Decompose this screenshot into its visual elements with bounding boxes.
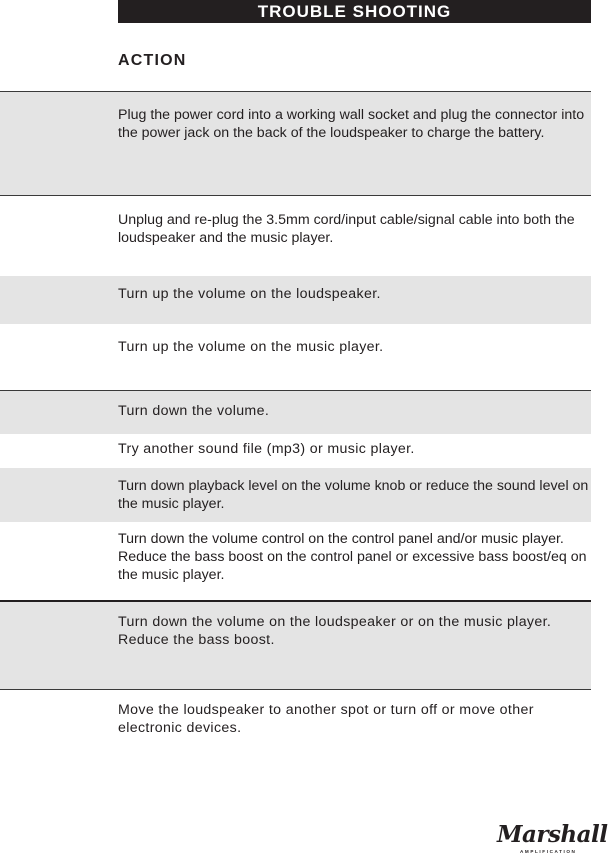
logo-wordmark: Marshall	[497, 821, 608, 848]
action-text: Turn up the volume on the music player.	[118, 339, 384, 355]
action-column-heading: ACTION	[118, 52, 187, 69]
logo-subtitle: AMPLIFICATION	[520, 849, 577, 854]
action-text: Turn up the volume on the loudspeaker.	[118, 286, 381, 302]
action-row	[0, 690, 591, 770]
action-row	[0, 468, 591, 522]
action-text: Turn down the volume control on the control panel and/or music player. Reduce the bass boost on the control panel or excessive bass boost/eq on the music player.	[118, 531, 587, 583]
marshall-logo	[497, 821, 608, 858]
action-text: Unplug and re-plug the 3.5mm cord/input cable/signal cable into both the loudspeaker and the music player.	[118, 212, 575, 246]
action-row	[0, 276, 591, 324]
action-row	[0, 391, 591, 434]
action-row	[0, 602, 591, 689]
action-text: Try another sound file (mp3) or music player.	[118, 441, 415, 457]
action-row	[0, 196, 591, 276]
action-row	[0, 92, 591, 195]
action-text: Move the loudspeaker to another spot or turn off or move other electronic devices.	[118, 702, 534, 736]
action-text: Turn down playback level on the volume knob or reduce the sound level on the music player.	[118, 478, 589, 512]
action-text: Turn down the volume.	[118, 403, 270, 419]
action-row	[0, 522, 591, 600]
action-text: Plug the power cord into a working wall socket and plug the connector into the power jack on the back of the loudspeaker to charge the battery.	[118, 107, 585, 141]
action-text: Turn down the volume on the loudspeaker or on the music player. Reduce the bass boost.	[118, 614, 552, 648]
action-row	[0, 434, 591, 468]
page-title: TROUBLE SHOOTING	[118, 0, 591, 23]
action-row	[0, 324, 591, 390]
